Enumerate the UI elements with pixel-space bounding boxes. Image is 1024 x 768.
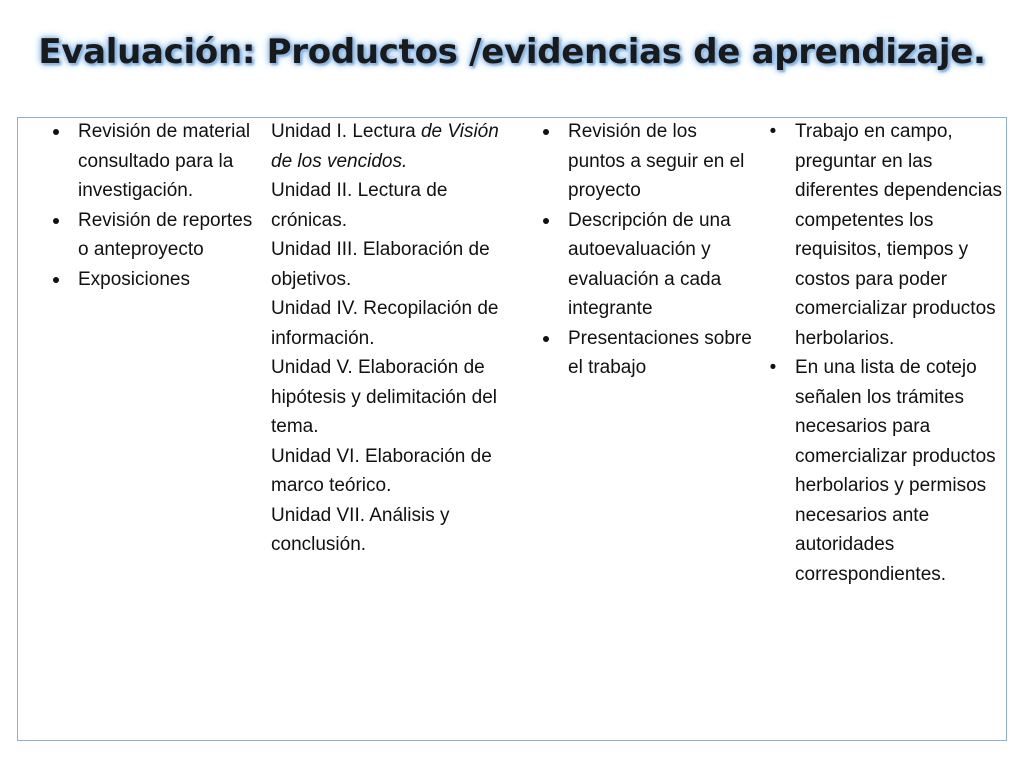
bullet-icon: •: [769, 357, 777, 378]
unit-1-book-title: de Visión de los vencidos.: [271, 121, 499, 172]
list-item-text: Trabajo en campo, preguntar en las diferentes dependencias competentes los requisitos, tiempos y costos para poder comercializar productos herbolarios.: [795, 121, 1003, 349]
unit-4: Unidad IV. Recopilación de información.: [271, 298, 499, 349]
unit-2: Unidad II. Lectura de crónicas.: [271, 180, 448, 231]
list-item-text: Descripción de una autoevaluación y evaluación a cada integrante: [568, 209, 731, 319]
list-item: [518, 324, 753, 383]
list-item-text: Exposiciones: [78, 268, 190, 290]
bullet-icon: •: [769, 121, 777, 142]
bullet-list: [28, 117, 258, 294]
bullet-list: [745, 117, 1007, 589]
list-item: [745, 353, 1007, 589]
list-item: [518, 206, 753, 324]
unit-5: Unidad V. Elaboración de hipótesis y delimitación del tema.: [271, 357, 498, 437]
list-item-text: Revisión de material consultado para la investigación.: [78, 121, 251, 201]
slide-title: Evaluación: Productos /evidencias de aprendizaje.: [38, 32, 986, 72]
bullet-list: [518, 117, 753, 383]
unit-7: Unidad VII. Análisis y conclusión.: [271, 504, 450, 555]
column-units: [271, 117, 516, 560]
list-item: [28, 206, 258, 265]
unit-1-prefix: Unidad I. Lectura: [271, 121, 421, 142]
list-item-text: Revisión de reportes o anteproyecto: [78, 209, 253, 260]
list-item-text: Revisión de los puntos a seguir en el proyecto: [568, 121, 745, 201]
list-item: [745, 117, 1007, 353]
unit-1: [271, 117, 516, 176]
list-item: [518, 117, 753, 206]
list-item: [28, 265, 258, 295]
column-project-review: [518, 117, 753, 383]
column-reviews: [28, 117, 258, 294]
list-item: [28, 117, 258, 206]
column-fieldwork: [745, 117, 1007, 589]
list-item-text: En una lista de cotejo señalen los trámites necesarios para comercializar productos herbolarios y permisos necesarios ante autoridades correspondientes.: [795, 357, 996, 585]
unit-3: Unidad III. Elaboración de objetivos.: [271, 239, 490, 290]
list-item-text: Presentaciones sobre el trabajo: [568, 327, 752, 378]
unit-6: Unidad VI. Elaboración de marco teórico.: [271, 445, 492, 496]
